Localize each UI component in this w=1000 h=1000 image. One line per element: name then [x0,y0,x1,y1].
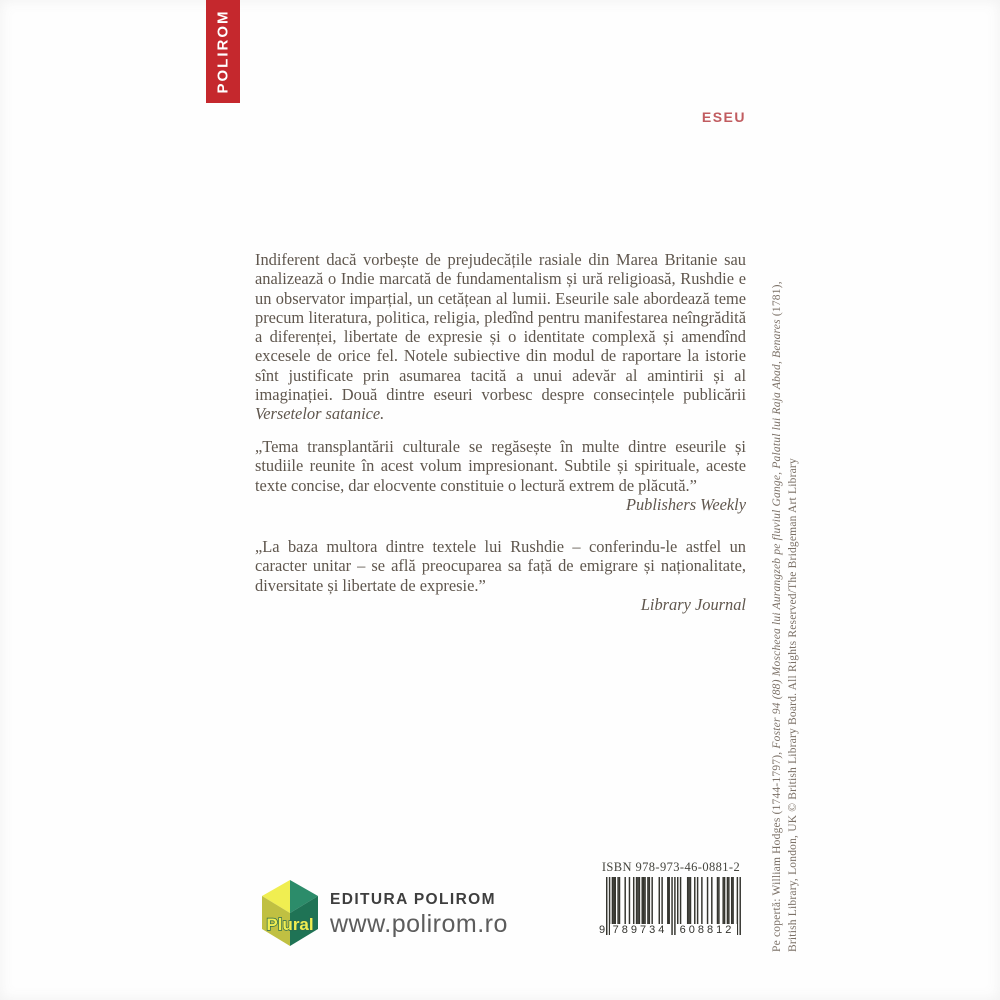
publisher-website: www.polirom.ro [330,910,508,938]
credit-1-prefix: Pe copertă: William Hodges (1744-1797), [771,748,783,952]
blurb-italic-title: Versetelor satanice. [255,404,385,424]
ean-digit-group-2: 608812 [677,924,737,937]
ean-digit-group-1: 789734 [610,924,670,937]
credit-1-artwork-title: Foster 94 (88) Moscheea lui Aurangzeb pe fluviul Gange, Palatul lui Raja Abad, Benares [771,319,783,749]
blurb-text: Indiferent dacă vorbește de prejudecățile rasiale din Marea Britanie sau analizează o Indie marcată de fundamentalism și ură religioasă, Rushdie e un observator imparțial, un cetățean al lumii. Eseurile sale abordează teme precum literatura, politica, religia, pledînd pentru manifestarea neîngrădită a diferenței, libertate de expresie și o identitate complexă și amendînd excesele de orice fel. Notele subiective din modul de raportare la istorie sînt justificate prin asumarea tacită a unui adevăr al amintirii și al imaginației. Două dintre eseuri vorbesc despre consecințele publicării [255,250,746,405]
category-label: ESEU [701,109,746,125]
cover-photo-credit-line-1 [771,281,783,952]
isbn-label: ISBN 978-973-46-0881-2 [601,860,741,874]
book-blurb [255,250,746,424]
review-quote-1-source: Publishers Weekly [625,494,746,514]
plural-imprint-label: Plural [266,915,314,934]
ean-digit-first: 9 [598,924,606,936]
polirom-spine-band [206,0,240,103]
credit-1-suffix: (1781), [771,281,783,320]
plural-cube-icon [257,878,323,948]
publisher-name: EDITURA POLIROM [330,891,496,908]
plural-imprint-logo [257,878,323,953]
publisher-block [330,891,508,939]
review-quote-1 [255,437,746,514]
review-quote-2 [255,537,746,614]
cover-photo-credit-line-2: British Library, London, UK © British Library Board. All Rights Reserved/The Bridgeman Art Library [787,458,799,952]
review-quote-2-text: „La baza multora dintre textele lui Rushdie – conferindu-le astfel un caracter unitar – se află preocuparea sa față de emigrare și naționalitate, diversitate și libertate de expresie.” [255,537,746,595]
barcode-block [596,860,746,937]
ean-barcode [596,877,746,937]
review-quote-2-source: Library Journal [640,594,746,614]
polirom-spine-label: POLIROM [214,9,232,94]
review-quote-1-text: „Tema transplantării culturale se regăsește în multe dintre eseurile și studiile reunite în acest volum impresionant. Subtile și spirituale, aceste texte concise, dar elocvente constituie o lectură extrem de plăcută.” [255,437,746,495]
